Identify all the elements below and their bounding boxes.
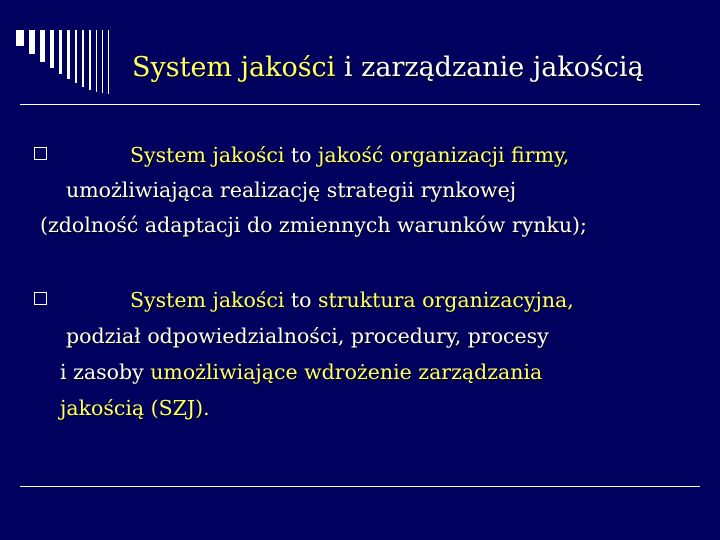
bullet-square-icon xyxy=(34,147,47,160)
text-run: jakość organizacji firmy, xyxy=(318,143,570,167)
bullet-2-line-1 xyxy=(130,288,574,312)
text-run: System jakości xyxy=(130,143,291,167)
bullet-square-icon xyxy=(34,292,47,305)
text-run: umożliwiająca realizację strategii rynkowej xyxy=(66,178,517,202)
text-run: podział odpowiedzialności, procedury, procesy xyxy=(66,324,549,348)
decorative-bars xyxy=(16,30,128,94)
bullet-1-line-1 xyxy=(130,143,569,167)
text-run: to xyxy=(290,288,318,312)
title-divider xyxy=(20,104,700,105)
bullet-2-line-4 xyxy=(60,396,210,420)
title-part-plain: i zarządzanie jakością xyxy=(335,52,644,83)
text-run: jakością (SZJ). xyxy=(60,396,210,420)
bullet-2-line-2 xyxy=(66,324,549,348)
bullet-1-line-3 xyxy=(40,213,587,237)
text-run: System jakości xyxy=(130,288,291,312)
bullet-1-line-2 xyxy=(66,178,516,202)
bullet-2-line-3 xyxy=(60,360,542,384)
text-run: i zasoby xyxy=(60,360,151,384)
text-run: to xyxy=(290,143,318,167)
footer-divider xyxy=(20,486,700,487)
text-run: umożliwiające wdrożenie zarządzania xyxy=(150,360,543,384)
text-run: struktura organizacyjna, xyxy=(318,288,574,312)
slide-title xyxy=(132,52,644,83)
title-part-highlighted: System jakości xyxy=(132,52,336,83)
text-run: (zdolność adaptacji do zmiennych warunków rynku); xyxy=(40,213,587,237)
